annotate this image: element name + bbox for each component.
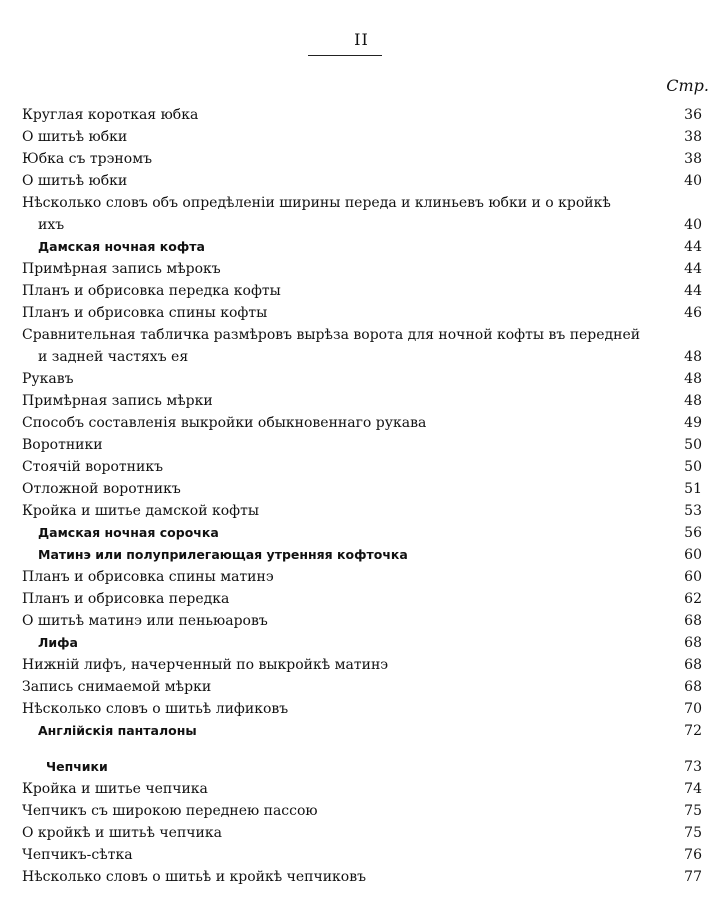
toc-entry bbox=[22, 126, 702, 148]
toc-entry bbox=[22, 368, 702, 390]
toc-entry-title: Стоячій воротникъ bbox=[22, 459, 167, 475]
toc-entry bbox=[22, 104, 702, 126]
toc-entry bbox=[22, 698, 702, 720]
toc-entry-title: Запись снимаемой мѣрки bbox=[22, 679, 215, 695]
toc-entry-title: Планъ и обрисовка спины матинэ bbox=[22, 569, 278, 585]
toc-entry bbox=[22, 148, 702, 170]
toc-entry-title-line1: Нѣсколько словъ объ опредѣленіи ширины переда и клиньевъ юбки и о кройкѣ bbox=[22, 195, 611, 211]
toc-entry bbox=[22, 676, 702, 698]
toc-entry-title: Планъ и обрисовка передка bbox=[22, 591, 233, 607]
toc-entry-title: и задней частяхъ ея bbox=[38, 349, 192, 365]
toc-entry-title: Воротники bbox=[22, 437, 107, 453]
toc-section-heading bbox=[22, 720, 702, 742]
toc-entry-title: Дамская ночная кофта bbox=[38, 239, 209, 254]
toc-entry-title: Круглая короткая юбка bbox=[22, 107, 202, 123]
toc-entry-title-line1: Сравнительная табличка размѣровъ вырѣза ворота для ночной кофты въ передней bbox=[22, 327, 641, 343]
toc-entry bbox=[22, 778, 702, 800]
toc-entry-title: Кройка и шитье чепчика bbox=[22, 781, 212, 797]
page-column-label: Стр. bbox=[666, 76, 709, 95]
toc-entry bbox=[22, 346, 702, 368]
toc-entry-title: Чепчикъ съ широкою переднею пассою bbox=[22, 803, 322, 819]
toc-entry-page: 53 bbox=[658, 500, 702, 522]
toc-entry-title: Чепчикъ-сѣтка bbox=[22, 847, 137, 863]
toc-entry-page: 75 bbox=[658, 800, 702, 822]
toc-entry bbox=[22, 214, 702, 236]
toc-entry-title: О кройкѣ и шитьѣ чепчика bbox=[22, 825, 226, 841]
toc-entry-page: 68 bbox=[658, 632, 702, 654]
toc-entry-page: 68 bbox=[658, 654, 702, 676]
toc-section-heading bbox=[22, 544, 702, 566]
toc-entry-page: 68 bbox=[658, 676, 702, 698]
toc-entry-page: 74 bbox=[658, 778, 702, 800]
toc-entry-page: 68 bbox=[658, 610, 702, 632]
toc-entry bbox=[22, 390, 702, 412]
toc-entry-title: Матинэ или полуприлегающая утренняя кофточка bbox=[38, 547, 412, 562]
toc-entry-title: Юбка съ трэномъ bbox=[22, 151, 156, 167]
toc-entry-page: 44 bbox=[658, 258, 702, 280]
toc-entry-title: Чепчики bbox=[46, 759, 112, 774]
toc-section-heading bbox=[22, 236, 702, 258]
toc-entry bbox=[22, 478, 702, 500]
toc-entry-title: Нижній лифъ, начерченный по выкройкѣ матинэ bbox=[22, 657, 392, 673]
table-of-contents bbox=[22, 104, 702, 888]
toc-section-heading bbox=[22, 522, 702, 544]
toc-entry-page: 48 bbox=[658, 368, 702, 390]
toc-entry-page: 73 bbox=[658, 756, 702, 778]
toc-entry-title: Кройка и шитье дамской кофты bbox=[22, 503, 263, 519]
toc-entry bbox=[22, 566, 702, 588]
toc-entry-title: Отложной воротникъ bbox=[22, 481, 185, 497]
toc-entry-title: О шитьѣ матинэ или пеньюаровъ bbox=[22, 613, 272, 629]
toc-entry-page: 44 bbox=[658, 236, 702, 258]
toc-entry-page: 49 bbox=[658, 412, 702, 434]
toc-entry-title: Примѣрная запись мѣрки bbox=[22, 393, 217, 409]
toc-entry bbox=[22, 258, 702, 280]
toc-entry-title: Дамская ночная сорочка bbox=[38, 525, 223, 540]
toc-entry-page: 60 bbox=[658, 566, 702, 588]
toc-entry-title: О шитьѣ юбки bbox=[22, 173, 131, 189]
toc-entry-page: 48 bbox=[658, 346, 702, 368]
toc-entry-page: 60 bbox=[658, 544, 702, 566]
toc-entry-page: 51 bbox=[658, 478, 702, 500]
toc-entry bbox=[22, 302, 702, 324]
toc-entry-page: 40 bbox=[658, 170, 702, 192]
toc-section-heading bbox=[22, 632, 702, 654]
toc-entry-title: Способъ составленія выкройки обыкновеннаго рукава bbox=[22, 415, 430, 431]
page-number: II bbox=[354, 30, 369, 49]
toc-entry bbox=[22, 280, 702, 302]
toc-entry-title: Нѣсколько словъ о шитьѣ и кройкѣ чепчиковъ bbox=[22, 869, 370, 885]
toc-entry-page: 62 bbox=[658, 588, 702, 610]
toc-entry bbox=[22, 866, 702, 888]
toc-entry-page: 36 bbox=[658, 104, 702, 126]
toc-entry-title: О шитьѣ юбки bbox=[22, 129, 131, 145]
toc-entry-page: 40 bbox=[658, 214, 702, 236]
toc-entry bbox=[22, 412, 702, 434]
toc-entry bbox=[22, 170, 702, 192]
toc-section-heading bbox=[22, 756, 702, 778]
toc-entry-title: ихъ bbox=[38, 217, 68, 233]
toc-entry-title: Нѣсколько словъ о шитьѣ лификовъ bbox=[22, 701, 292, 717]
toc-entry bbox=[22, 822, 702, 844]
header-rule bbox=[308, 55, 382, 56]
toc-entry-page: 46 bbox=[658, 302, 702, 324]
toc-entry-page: 77 bbox=[658, 866, 702, 888]
toc-entry bbox=[22, 610, 702, 632]
toc-entry-page: 38 bbox=[658, 126, 702, 148]
toc-entry-title: Англійскія панталоны bbox=[38, 723, 201, 738]
toc-entry-page: 38 bbox=[658, 148, 702, 170]
toc-entry-page: 50 bbox=[658, 434, 702, 456]
toc-entry bbox=[22, 654, 702, 676]
toc-entry bbox=[22, 588, 702, 610]
toc-entry-page: 48 bbox=[658, 390, 702, 412]
toc-entry-page: 44 bbox=[658, 280, 702, 302]
toc-entry-page: 76 bbox=[658, 844, 702, 866]
toc-entry bbox=[22, 434, 702, 456]
toc-entry-page: 70 bbox=[658, 698, 702, 720]
toc-entry bbox=[22, 500, 702, 522]
toc-entry-page: 75 bbox=[658, 822, 702, 844]
toc-entry-title: Планъ и обрисовка передка кофты bbox=[22, 283, 285, 299]
toc-entry-title: Рукавъ bbox=[22, 371, 78, 387]
toc-entry bbox=[22, 844, 702, 866]
toc-entry-title: Лифа bbox=[38, 635, 82, 650]
toc-entry-page: 50 bbox=[658, 456, 702, 478]
toc-entry-page: 56 bbox=[658, 522, 702, 544]
toc-entry-title: Планъ и обрисовка спины кофты bbox=[22, 305, 271, 321]
toc-entry-page: 72 bbox=[658, 720, 702, 742]
toc-entry-title: Примѣрная запись мѣрокъ bbox=[22, 261, 225, 277]
toc-entry bbox=[22, 800, 702, 822]
toc-entry bbox=[22, 456, 702, 478]
